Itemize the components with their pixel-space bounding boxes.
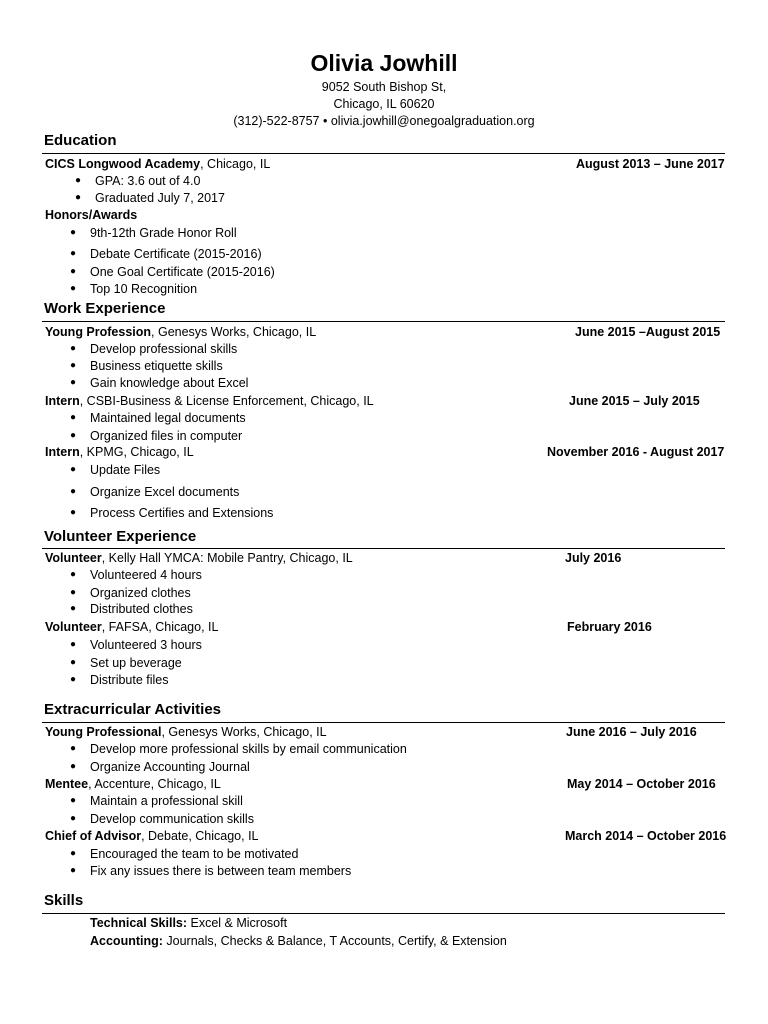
education-heading: Education: [44, 132, 117, 149]
job-org: , CSBI-Business & License Enforcement, Chicago, IL: [79, 394, 374, 408]
job-entry: [45, 444, 194, 460]
activity-org: , Accenture, Chicago, IL: [88, 777, 221, 791]
list-item: ● Process Certifies and Extensions: [90, 505, 273, 521]
list-item: ● Encouraged the team to be motivated: [90, 846, 298, 862]
job-title: Intern: [45, 394, 80, 408]
activity-date: March 2014 – October 2016: [565, 829, 727, 843]
education-date: August 2013 – June 2017: [576, 157, 725, 171]
list-item: ● Debate Certificate (2015-2016): [90, 246, 262, 262]
list-item: ● Update Files: [90, 462, 160, 478]
job-org: , KPMG, Chicago, IL: [79, 445, 194, 459]
list-item: ● Distributed clothes: [90, 601, 193, 617]
school-name: CICS Longwood Academy: [45, 157, 201, 171]
list-item: ● GPA: 3.6 out of 4.0: [95, 173, 200, 189]
job-date: June 2015 –August 2015: [575, 325, 721, 339]
list-item: ● Develop more professional skills by email communication: [90, 741, 407, 757]
activity-org: , Genesys Works, Chicago, IL: [161, 725, 327, 739]
activity-entry: [45, 776, 221, 792]
volunteer-date: February 2016: [567, 620, 652, 634]
list-item: ● Organized files in computer: [90, 428, 242, 444]
candidate-name: Olivia Jowhill: [310, 50, 458, 76]
list-item: ● One Goal Certificate (2015-2016): [90, 264, 275, 280]
list-item: ● Organize Accounting Journal: [90, 759, 250, 775]
skills-heading: Skills: [44, 892, 84, 909]
job-date: November 2016 - August 2017: [547, 445, 725, 459]
skill-value: Journals, Checks & Balance, T Accounts, Certify, & Extension: [162, 934, 507, 948]
volunteer-entry: [45, 619, 218, 635]
list-item: ● Volunteered 3 hours: [90, 637, 202, 653]
school-location: , Chicago, IL: [200, 157, 271, 171]
list-item: ● Fix any issues there is between team members: [90, 863, 351, 879]
job-title: Intern: [45, 445, 80, 459]
list-item: ● Maintained legal documents: [90, 410, 246, 426]
extracurricular-heading: Extracurricular Activities: [44, 701, 222, 718]
work-divider: [42, 321, 725, 322]
list-item: ● Set up beverage: [90, 655, 182, 671]
skill-label: Technical Skills:: [90, 916, 188, 930]
job-entry: [45, 324, 316, 340]
list-item: ● Organized clothes: [90, 585, 191, 601]
list-item: ● Distribute files: [90, 672, 169, 688]
contact-line: (312)-522-8757 • olivia.jowhill@onegoalgraduation.org: [233, 114, 535, 128]
activity-org: , Debate, Chicago, IL: [141, 829, 259, 843]
list-item: ● 9th-12th Grade Honor Roll: [90, 225, 237, 241]
volunteer-org: , Kelly Hall YMCA: Mobile Pantry, Chicago, IL: [101, 551, 353, 565]
volunteer-title: Volunteer: [45, 620, 102, 634]
volunteer-heading: Volunteer Experience: [44, 528, 197, 545]
address-line-2: Chicago, IL 60620: [333, 97, 435, 111]
activity-entry: [45, 724, 327, 740]
skill-line: [90, 915, 287, 931]
volunteer-divider: [42, 548, 725, 549]
list-item: ● Organize Excel documents: [90, 484, 239, 500]
work-heading: Work Experience: [44, 300, 166, 317]
list-item: ● Maintain a professional skill: [90, 793, 243, 809]
skill-label: Accounting:: [90, 934, 163, 948]
activity-title: Mentee: [45, 777, 89, 791]
list-item: ● Develop communication skills: [90, 811, 254, 827]
activity-title: Chief of Advisor: [45, 829, 142, 843]
list-item: ● Top 10 Recognition: [90, 281, 197, 297]
skills-divider: [42, 913, 725, 914]
activity-entry: [45, 828, 259, 844]
address-line-1: 9052 South Bishop St,: [321, 80, 447, 94]
list-item: ● Graduated July 7, 2017: [95, 190, 225, 206]
list-item: ● Volunteered 4 hours: [90, 567, 202, 583]
list-item: ● Business etiquette skills: [90, 358, 223, 374]
list-item: ● Develop professional skills: [90, 341, 237, 357]
job-entry: [45, 393, 374, 409]
job-date: June 2015 – July 2015: [569, 394, 700, 408]
activity-date: May 2014 – October 2016: [567, 777, 716, 791]
job-org: , Genesys Works, Chicago, IL: [151, 325, 317, 339]
skill-line: [90, 933, 507, 949]
volunteer-org: , FAFSA, Chicago, IL: [101, 620, 219, 634]
volunteer-title: Volunteer: [45, 551, 102, 565]
list-item: ● Gain knowledge about Excel: [90, 375, 248, 391]
job-title: Young Profession: [45, 325, 152, 339]
volunteer-entry: [45, 550, 353, 566]
volunteer-date: July 2016: [565, 551, 622, 565]
education-divider: [42, 153, 725, 154]
honors-heading: Honors/Awards: [45, 208, 138, 222]
activity-title: Young Professional: [45, 725, 162, 739]
skill-value: Excel & Microsoft: [187, 916, 288, 930]
education-entry: [45, 156, 270, 172]
activity-date: June 2016 – July 2016: [566, 725, 697, 739]
extracurricular-divider: [42, 722, 725, 723]
